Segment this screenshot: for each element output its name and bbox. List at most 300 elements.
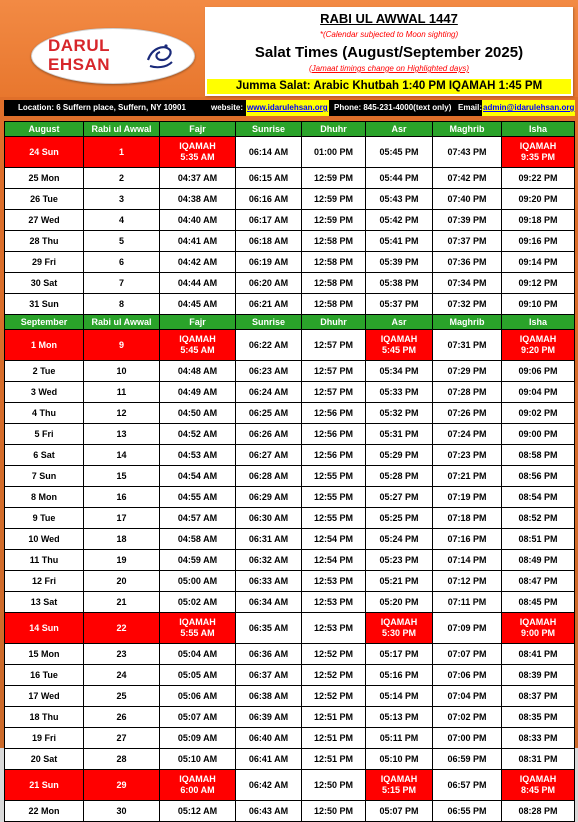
cell-isha: 09:02 PM (502, 403, 575, 424)
cell-sunrise: 06:16 AM (236, 189, 302, 210)
iqamah-label: IQAMAH (519, 334, 557, 344)
cell-maghrib: 07:36 PM (433, 252, 502, 273)
cell-fajr: 04:59 AM (160, 550, 236, 571)
cell-asr: 05:11 PM (366, 728, 433, 749)
cell-date: 8 Mon (5, 487, 84, 508)
cell-sunrise: 06:30 AM (236, 508, 302, 529)
cell-fajr: 04:42 AM (160, 252, 236, 273)
cell-asr: 05:42 PM (366, 210, 433, 231)
cell-dhuhr: 12:55 PM (302, 466, 366, 487)
iqamah-label: IQAMAH (519, 141, 557, 151)
cell-rabi-day: 23 (84, 644, 160, 665)
cell-maghrib: 07:39 PM (433, 210, 502, 231)
cell-fajr (160, 137, 236, 168)
cell-isha: 08:45 PM (502, 592, 575, 613)
cell-dhuhr: 12:59 PM (302, 168, 366, 189)
cell-date: 15 Mon (5, 644, 84, 665)
cell-rabi-day: 11 (84, 382, 160, 403)
cell-sunrise: 06:38 AM (236, 686, 302, 707)
jamaat-note: (Jamaat timings change on Highlighted days) (308, 64, 470, 73)
column-header-sunrise: Sunrise (236, 315, 302, 330)
cell-rabi-day: 15 (84, 466, 160, 487)
cell-asr: 05:41 PM (366, 231, 433, 252)
cell-dhuhr: 12:54 PM (302, 550, 366, 571)
cell-sunrise: 06:17 AM (236, 210, 302, 231)
table-row (5, 168, 575, 189)
column-header-dhuhr: Dhuhr (302, 122, 366, 137)
cell-maghrib: 07:04 PM (433, 686, 502, 707)
cell-fajr: 05:07 AM (160, 707, 236, 728)
cell-asr: 05:24 PM (366, 529, 433, 550)
iqamah-time: 9:20 PM (520, 345, 555, 355)
cell-fajr: 05:06 AM (160, 686, 236, 707)
cell-isha: 09:04 PM (502, 382, 575, 403)
iqamah-label: IQAMAH (380, 334, 418, 344)
cell-sunrise: 06:28 AM (236, 466, 302, 487)
iqamah-time: 5:30 PM (381, 628, 416, 638)
cell-rabi-day: 10 (84, 361, 160, 382)
calligraphy-icon (142, 38, 176, 72)
cell-date: 26 Tue (5, 189, 84, 210)
cell-isha: 08:37 PM (502, 686, 575, 707)
cell-rabi-day: 18 (84, 529, 160, 550)
column-header-rabi-day: Rabi ul Awwal (84, 122, 160, 137)
table-row (5, 686, 575, 707)
cell-date: 1 Mon (5, 330, 84, 361)
cell-sunrise: 06:26 AM (236, 424, 302, 445)
table-row (5, 424, 575, 445)
cell-dhuhr: 12:57 PM (302, 382, 366, 403)
cell-date: 25 Mon (5, 168, 84, 189)
column-header-asr: Asr (366, 315, 433, 330)
table-row (5, 330, 575, 361)
cell-rabi-day: 19 (84, 550, 160, 571)
column-header-fajr: Fajr (160, 122, 236, 137)
cell-fajr: 05:00 AM (160, 571, 236, 592)
cell-date: 28 Thu (5, 231, 84, 252)
table-row (5, 613, 575, 644)
cell-fajr: 04:44 AM (160, 273, 236, 294)
cell-dhuhr: 12:52 PM (302, 686, 366, 707)
table-body (5, 122, 575, 822)
cell-maghrib: 06:59 PM (433, 749, 502, 770)
cell-dhuhr: 12:56 PM (302, 424, 366, 445)
cell-asr: 05:37 PM (366, 294, 433, 315)
table-row (5, 665, 575, 686)
cell-dhuhr: 12:59 PM (302, 210, 366, 231)
cell-sunrise: 06:31 AM (236, 529, 302, 550)
table-row (5, 529, 575, 550)
cell-isha: 08:51 PM (502, 529, 575, 550)
cell-rabi-day: 9 (84, 330, 160, 361)
table-row (5, 466, 575, 487)
cell-maghrib: 07:16 PM (433, 529, 502, 550)
cell-asr: 05:45 PM (366, 137, 433, 168)
cell-sunrise: 06:23 AM (236, 361, 302, 382)
september-header-row (5, 315, 575, 330)
iqamah-label: IQAMAH (179, 774, 216, 784)
cell-sunrise: 06:32 AM (236, 550, 302, 571)
cell-isha: 09:12 PM (502, 273, 575, 294)
cell-date: 24 Sun (5, 137, 84, 168)
cell-sunrise: 06:43 AM (236, 801, 302, 822)
calendar-note: *(Calendar subjected to Moon sighting) (319, 30, 459, 39)
cell-asr: 05:07 PM (366, 801, 433, 822)
iqamah-label: IQAMAH (179, 334, 216, 344)
cell-isha: 09:16 PM (502, 231, 575, 252)
cell-dhuhr: 12:58 PM (302, 273, 366, 294)
cell-isha: 08:54 PM (502, 487, 575, 508)
cell-maghrib: 07:21 PM (433, 466, 502, 487)
cell-maghrib: 07:11 PM (433, 592, 502, 613)
cell-dhuhr: 12:57 PM (302, 330, 366, 361)
cell-date: 19 Fri (5, 728, 84, 749)
cell-sunrise: 06:25 AM (236, 403, 302, 424)
cell-rabi-day: 7 (84, 273, 160, 294)
cell-isha: 09:06 PM (502, 361, 575, 382)
cell-rabi-day: 21 (84, 592, 160, 613)
cell-maghrib: 07:37 PM (433, 231, 502, 252)
email-link[interactable]: admin@idarulehsan.org (482, 100, 575, 116)
cell-rabi-day: 28 (84, 749, 160, 770)
cell-isha: 08:31 PM (502, 749, 575, 770)
cell-dhuhr: 12:57 PM (302, 361, 366, 382)
location-text: Location: 6 Suffern place, Suffern, NY 10901 (18, 103, 186, 112)
august-header-row (5, 122, 575, 137)
cell-dhuhr: 12:53 PM (302, 592, 366, 613)
cell-dhuhr: 12:53 PM (302, 613, 366, 644)
column-header-date: September (5, 315, 84, 330)
table-row (5, 137, 575, 168)
cell-isha: 08:56 PM (502, 466, 575, 487)
cell-fajr: 05:02 AM (160, 592, 236, 613)
cell-rabi-day: 13 (84, 424, 160, 445)
cell-rabi-day: 27 (84, 728, 160, 749)
cell-dhuhr: 12:51 PM (302, 749, 366, 770)
cell-date: 20 Sat (5, 749, 84, 770)
cell-maghrib: 07:40 PM (433, 189, 502, 210)
iqamah-time: 5:35 AM (180, 152, 215, 162)
cell-asr: 05:13 PM (366, 707, 433, 728)
cell-fajr: 04:37 AM (160, 168, 236, 189)
cell-date: 12 Fri (5, 571, 84, 592)
logo-line2: EHSAN (48, 55, 111, 74)
cell-fajr: 04:50 AM (160, 403, 236, 424)
cell-rabi-day: 22 (84, 613, 160, 644)
cell-sunrise: 06:21 AM (236, 294, 302, 315)
cell-isha (502, 770, 575, 801)
cell-maghrib: 07:02 PM (433, 707, 502, 728)
cell-isha: 09:18 PM (502, 210, 575, 231)
cell-asr: 05:23 PM (366, 550, 433, 571)
cell-asr: 05:21 PM (366, 571, 433, 592)
iqamah-time: 6:00 AM (180, 785, 215, 795)
cell-maghrib: 07:32 PM (433, 294, 502, 315)
iqamah-label: IQAMAH (179, 617, 216, 627)
table-row (5, 508, 575, 529)
cell-maghrib: 07:07 PM (433, 644, 502, 665)
cell-dhuhr: 12:58 PM (302, 252, 366, 273)
iqamah-time: 9:35 PM (520, 152, 555, 162)
cell-asr: 05:29 PM (366, 445, 433, 466)
cell-sunrise: 06:35 AM (236, 613, 302, 644)
cell-rabi-day: 29 (84, 770, 160, 801)
table-row (5, 294, 575, 315)
cell-sunrise: 06:20 AM (236, 273, 302, 294)
cell-rabi-day: 5 (84, 231, 160, 252)
table-row (5, 403, 575, 424)
cell-fajr: 04:54 AM (160, 466, 236, 487)
cell-rabi-day: 6 (84, 252, 160, 273)
cell-isha: 08:39 PM (502, 665, 575, 686)
cell-fajr: 04:55 AM (160, 487, 236, 508)
cell-sunrise: 06:34 AM (236, 592, 302, 613)
cell-fajr: 04:52 AM (160, 424, 236, 445)
iqamah-label: IQAMAH (519, 617, 557, 627)
cell-asr: 05:34 PM (366, 361, 433, 382)
iqamah-label: IQAMAH (380, 774, 418, 784)
cell-maghrib: 07:23 PM (433, 445, 502, 466)
iqamah-label: IQAMAH (519, 774, 557, 784)
column-header-isha: Isha (502, 122, 575, 137)
cell-asr: 05:17 PM (366, 644, 433, 665)
cell-date: 21 Sun (5, 770, 84, 801)
column-header-maghrib: Maghrib (433, 315, 502, 330)
cell-rabi-day: 2 (84, 168, 160, 189)
cell-isha: 08:52 PM (502, 508, 575, 529)
table-row (5, 231, 575, 252)
website-link[interactable]: www.idarulehsan.org (246, 100, 329, 116)
cell-asr: 05:25 PM (366, 508, 433, 529)
table-row (5, 252, 575, 273)
logo-line1: DARUL (48, 36, 110, 55)
iqamah-time: 9:00 PM (520, 628, 555, 638)
cell-maghrib: 07:06 PM (433, 665, 502, 686)
iqamah-label: IQAMAH (380, 617, 418, 627)
cell-fajr: 05:05 AM (160, 665, 236, 686)
cell-date: 22 Mon (5, 801, 84, 822)
cell-asr: 05:44 PM (366, 168, 433, 189)
cell-sunrise: 06:18 AM (236, 231, 302, 252)
info-bar (4, 100, 574, 116)
cell-isha (502, 613, 575, 644)
cell-sunrise: 06:22 AM (236, 330, 302, 361)
cell-asr: 05:27 PM (366, 487, 433, 508)
cell-dhuhr: 12:50 PM (302, 770, 366, 801)
website-label: website: (211, 103, 244, 112)
table-row (5, 707, 575, 728)
cell-dhuhr: 12:55 PM (302, 508, 366, 529)
cell-maghrib: 07:43 PM (433, 137, 502, 168)
cell-date: 13 Sat (5, 592, 84, 613)
table-row (5, 770, 575, 801)
cell-fajr: 04:53 AM (160, 445, 236, 466)
cell-fajr: 05:04 AM (160, 644, 236, 665)
cell-rabi-day: 17 (84, 508, 160, 529)
cell-isha: 09:22 PM (502, 168, 575, 189)
cell-asr: 05:10 PM (366, 749, 433, 770)
table-row (5, 445, 575, 466)
cell-date: 9 Tue (5, 508, 84, 529)
iqamah-time: 5:45 AM (180, 345, 215, 355)
cell-dhuhr: 12:58 PM (302, 294, 366, 315)
cell-isha: 08:49 PM (502, 550, 575, 571)
cell-rabi-day: 30 (84, 801, 160, 822)
table-row (5, 728, 575, 749)
column-header-rabi-day: Rabi ul Awwal (84, 315, 160, 330)
subtitle: Salat Times (August/September 2025) (254, 44, 524, 61)
cell-rabi-day: 1 (84, 137, 160, 168)
cell-dhuhr: 12:52 PM (302, 644, 366, 665)
cell-rabi-day: 3 (84, 189, 160, 210)
page-title: RABI UL AWWAL 1447 (320, 11, 458, 26)
cell-asr: 05:28 PM (366, 466, 433, 487)
cell-dhuhr: 12:54 PM (302, 529, 366, 550)
cell-maghrib: 07:14 PM (433, 550, 502, 571)
cell-fajr: 04:48 AM (160, 361, 236, 382)
cell-fajr: 04:41 AM (160, 231, 236, 252)
cell-maghrib: 07:18 PM (433, 508, 502, 529)
cell-fajr: 04:45 AM (160, 294, 236, 315)
cell-sunrise: 06:14 AM (236, 137, 302, 168)
cell-dhuhr: 01:00 PM (302, 137, 366, 168)
email-label: Email: (458, 103, 483, 112)
cell-isha: 08:47 PM (502, 571, 575, 592)
cell-date: 18 Thu (5, 707, 84, 728)
cell-fajr: 04:38 AM (160, 189, 236, 210)
cell-asr: 05:16 PM (366, 665, 433, 686)
table-row (5, 749, 575, 770)
cell-asr: 05:20 PM (366, 592, 433, 613)
cell-maghrib: 06:55 PM (433, 801, 502, 822)
cell-isha: 09:14 PM (502, 252, 575, 273)
cell-fajr: 04:57 AM (160, 508, 236, 529)
iqamah-time: 5:55 AM (180, 628, 215, 638)
cell-sunrise: 06:39 AM (236, 707, 302, 728)
table-row (5, 592, 575, 613)
cell-date: 31 Sun (5, 294, 84, 315)
cell-date: 16 Tue (5, 665, 84, 686)
cell-fajr: 04:58 AM (160, 529, 236, 550)
table-row (5, 189, 575, 210)
cell-dhuhr: 12:53 PM (302, 571, 366, 592)
cell-maghrib: 07:31 PM (433, 330, 502, 361)
cell-isha: 09:20 PM (502, 189, 575, 210)
table-row (5, 644, 575, 665)
cell-isha: 08:58 PM (502, 445, 575, 466)
cell-sunrise: 06:27 AM (236, 445, 302, 466)
table-row (5, 361, 575, 382)
cell-sunrise: 06:36 AM (236, 644, 302, 665)
cell-maghrib: 07:00 PM (433, 728, 502, 749)
cell-asr (366, 770, 433, 801)
logo-text (48, 37, 110, 73)
cell-asr: 05:43 PM (366, 189, 433, 210)
cell-date: 7 Sun (5, 466, 84, 487)
cell-date: 4 Thu (5, 403, 84, 424)
cell-isha: 08:28 PM (502, 801, 575, 822)
cell-date: 11 Thu (5, 550, 84, 571)
cell-isha: 08:41 PM (502, 644, 575, 665)
cell-date: 3 Wed (5, 382, 84, 403)
column-header-date: August (5, 122, 84, 137)
cell-sunrise: 06:40 AM (236, 728, 302, 749)
iqamah-label: IQAMAH (179, 141, 216, 151)
cell-asr (366, 330, 433, 361)
cell-asr: 05:14 PM (366, 686, 433, 707)
cell-fajr: 05:09 AM (160, 728, 236, 749)
cell-fajr: 05:12 AM (160, 801, 236, 822)
table-row (5, 273, 575, 294)
darul-ehsan-logo (31, 28, 195, 84)
cell-rabi-day: 26 (84, 707, 160, 728)
cell-isha: 08:35 PM (502, 707, 575, 728)
cell-asr (366, 613, 433, 644)
table-row (5, 571, 575, 592)
cell-rabi-day: 20 (84, 571, 160, 592)
cell-fajr: 05:10 AM (160, 749, 236, 770)
cell-date: 27 Wed (5, 210, 84, 231)
cell-fajr: 04:49 AM (160, 382, 236, 403)
cell-maghrib: 07:26 PM (433, 403, 502, 424)
column-header-maghrib: Maghrib (433, 122, 502, 137)
cell-date: 10 Wed (5, 529, 84, 550)
cell-maghrib: 07:42 PM (433, 168, 502, 189)
cell-isha: 09:10 PM (502, 294, 575, 315)
cell-dhuhr: 12:50 PM (302, 801, 366, 822)
cell-date: 29 Fri (5, 252, 84, 273)
cell-dhuhr: 12:56 PM (302, 403, 366, 424)
cell-maghrib: 07:29 PM (433, 361, 502, 382)
column-header-sunrise: Sunrise (236, 122, 302, 137)
cell-date: 17 Wed (5, 686, 84, 707)
table-row (5, 550, 575, 571)
cell-isha (502, 330, 575, 361)
cell-date: 30 Sat (5, 273, 84, 294)
table-row (5, 210, 575, 231)
title-box (205, 7, 573, 96)
cell-dhuhr: 12:58 PM (302, 231, 366, 252)
cell-fajr (160, 770, 236, 801)
cell-asr: 05:31 PM (366, 424, 433, 445)
salat-times-table (4, 121, 575, 822)
column-header-dhuhr: Dhuhr (302, 315, 366, 330)
cell-isha (502, 137, 575, 168)
cell-maghrib: 06:57 PM (433, 770, 502, 801)
cell-date: 2 Tue (5, 361, 84, 382)
jumma-timing: Jumma Salat: Arabic Khutbah 1:40 PM IQAMAH 1:45 PM (207, 79, 571, 94)
cell-rabi-day: 12 (84, 403, 160, 424)
cell-isha: 08:33 PM (502, 728, 575, 749)
cell-maghrib: 07:34 PM (433, 273, 502, 294)
iqamah-time: 8:45 PM (520, 785, 555, 795)
cell-asr: 05:33 PM (366, 382, 433, 403)
cell-fajr: 04:40 AM (160, 210, 236, 231)
header-banner (0, 0, 578, 97)
cell-dhuhr: 12:51 PM (302, 707, 366, 728)
column-header-isha: Isha (502, 315, 575, 330)
cell-date: 5 Fri (5, 424, 84, 445)
iqamah-time: 5:45 PM (381, 345, 416, 355)
cell-fajr (160, 330, 236, 361)
cell-fajr (160, 613, 236, 644)
cell-maghrib: 07:12 PM (433, 571, 502, 592)
cell-rabi-day: 24 (84, 665, 160, 686)
cell-maghrib: 07:24 PM (433, 424, 502, 445)
cell-sunrise: 06:37 AM (236, 665, 302, 686)
cell-isha: 09:00 PM (502, 424, 575, 445)
cell-rabi-day: 25 (84, 686, 160, 707)
